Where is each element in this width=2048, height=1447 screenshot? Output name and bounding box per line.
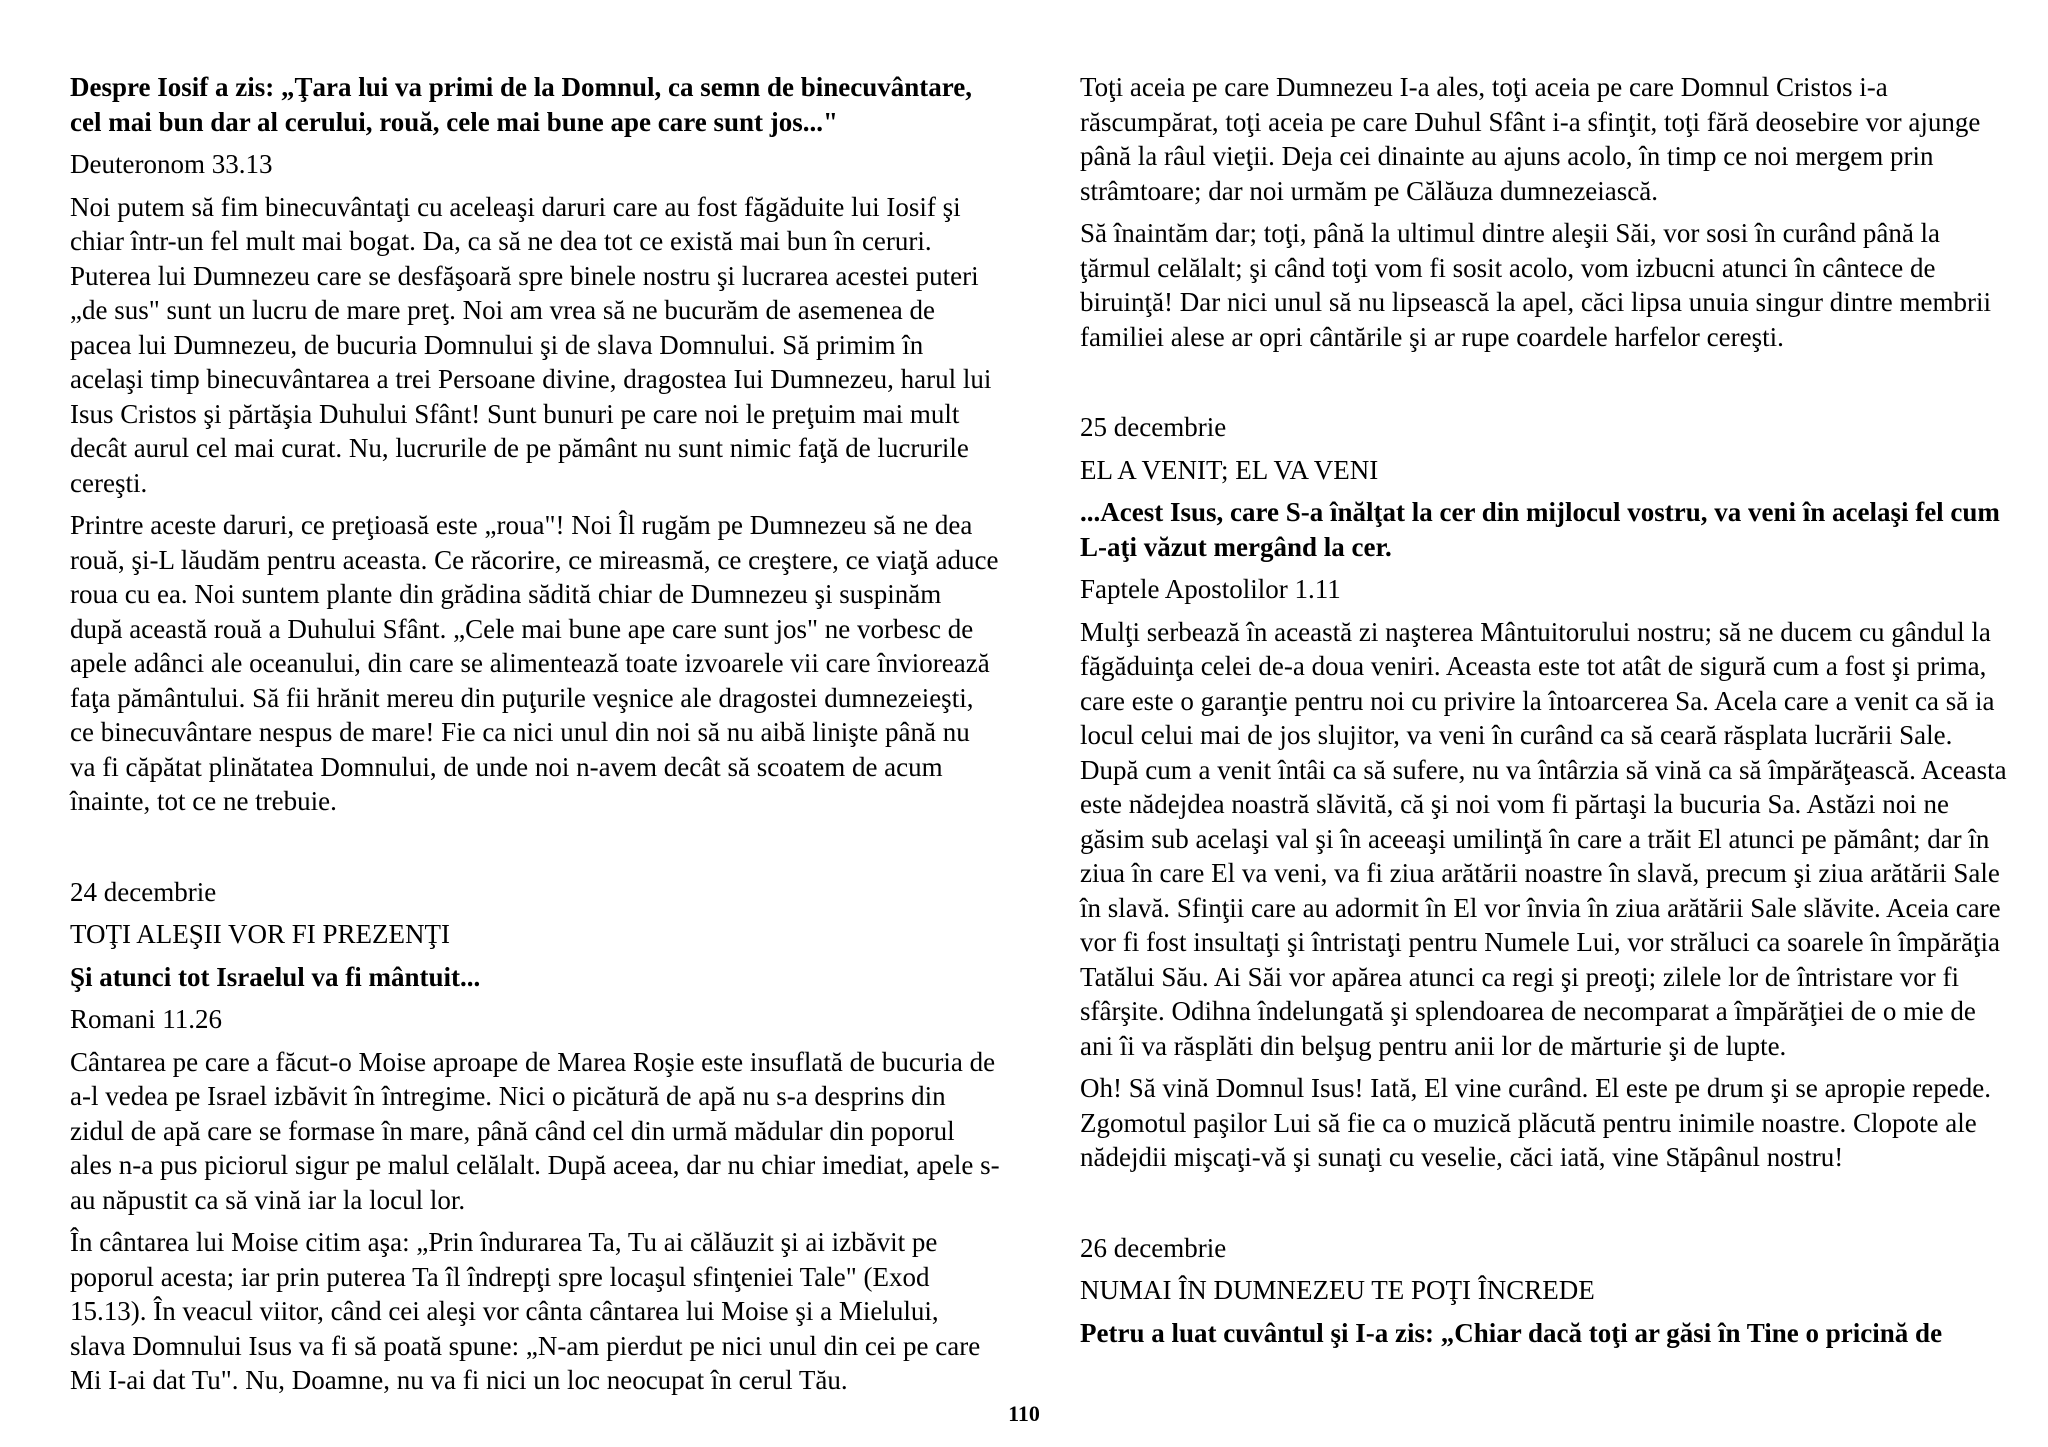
day24-paragraph-2: În cântarea lui Moise citim aşa: „Prin îndurarea Ta, Tu ai călăuzit şi ai izbăvit pe poporul acesta; iar prin puterea Ta îl îndrepţi spre locaşul sfinţeniei Tale" (Exod 15.13). În veacul viitor, când cei aleşi vor cânta cântarea lui Moise şi a Mielului, slava Domnului Isus va fi să poată spune: „N-am pierdut pe nici unul din cei pe care Mi I-ai dat Tu". Nu, Doamne, nu va fi nici un loc neocupat în cerul Tău. [70,1227,981,1395]
section-spacer [1080,362,2015,410]
continued-paragraph-1: Toţi aceia pe care Dumnezeu I-a ales, toţi aceia pe care Domnul Cristos i-a răscumpărat, toţi aceia pe care Duhul Sfânt i-a sfinţit, toţi fără deosebire vor ajunge până la râul vieţii. Deja cei dinainte au ajuns acolo, în timp ce noi mergem prin strâmtoare; dar noi urmăm pe Călăuza dumnezeiască. [1080,72,1981,206]
day24-date: 24 decembrie [70,876,217,907]
day25-date: 25 decembrie [1080,412,1227,442]
section-spacer [70,827,1000,875]
day26-title: NUMAI ÎN DUMNEZEU TE POŢI ÎNCREDE [1080,1275,1595,1305]
intro-paragraph-2: Printre aceste daruri, ce preţioasă este „roua"! Noi Îl rugăm pe Dumnezeu să ne dea rouă, şi-L lăudăm pentru aceasta. Ce răcorire, ce mireasmă, ce creştere, ce viaţă aduce roua cu ea. Noi suntem plante din grădina sădită chiar de Dumnezeu şi suspinăm după această rouă a Duhului Sfânt. „Cele mai bune ape care sunt jos" ne vorbesc de apele adânci ale oceanului, din care se alimentează toate izvoarele vii care înviorează faţa pământului. Să fii hrănit mereu din puţurile veşnice ale dragostei dumnezeieşti, ce binecuvântare nespus de mare! Fie ca nici unul din noi să nu aibă linişte până nu va fi căpătat plinătatea Domnului, de unde noi n-avem decât să scoatem de acum înainte, tot ce ne trebuie. [70,510,999,816]
continued-paragraph-2: Să înaintăm dar; toţi, până la ultimul dintre aleşii Săi, vor sosi în curând până la ţărmul celălalt; şi când toţi vom fi sosit acolo, vom izbucni atunci în cântece de biruinţă! Dar nici unul să nu lipsească la apel, căci lipsa unuia singur dintre membrii familiei alese ar opri cântările şi ar rupe coardele harfelor cereşti. [1080,218,1991,352]
left-column [70,70,1000,1406]
day25-reference: Faptele Apostolilor 1.11 [1080,574,1341,604]
day24-paragraph-1: Cântarea pe care a făcut-o Moise aproape de Marea Roşie este insuflată de bucuria de a-l vedea pe Israel izbăvit în întregime. Nici o picătură de apă nu s-a desprins din zidul de apă care se formase în mare, până când cel din urmă mădular din poporul ales n-a pus piciorul sigur pe malul celălalt. După aceea, dar nu chiar imediat, apele s-au năpustit ca să vină iar la locul lor. [70,1046,1000,1215]
day25-quote: ...Acest Isus, care S-a înălţat la cer din mijlocul vostru, va veni în acelaşi fel cum L-aţi văzut mergând la cer. [1080,497,2000,562]
day24-title: TOŢI ALEŞII VOR FI PREZENŢI [70,919,450,949]
intro-paragraph-1: Noi putem să fim binecuvântaţi cu aceleaşi daruri care au fost făgăduite lui Iosif şi chiar într-un fel mult mai bogat. Da, ca să ne dea tot ce există mai bun în ceruri. Puterea lui Dumnezeu care se desfăşoară spre binele nostru şi lucrarea acestei puteri „de sus" sunt un lucru de mare preţ. Noi am vrea să ne bucurăm de asemenea de pacea lui Dumnezeu, de bucuria Domnului şi de slava Domnului. Să primim în acelaşi timp binecuvântarea a trei Persoane divine, dragostea Iui Dumnezeu, harul lui Isus Cristos şi părtăşia Duhului Sfânt! Sunt bunuri pe care noi le preţuim mai mult decât aurul cel mai curat. Nu, lucrurile de pe pământ nu sunt nimic faţă de lucrurile cereşti. [70,191,992,498]
intro-quote: Despre Iosif a zis: „Ţara lui va primi de la Domnul, ca semn de binecuvântare, cel mai bun dar al cerului, rouă, cele mai bune ape care sunt jos..." [70,72,972,137]
day24-reference: Romani 11.26 [70,1004,222,1034]
day25-title: EL A VENIT; EL VA VENI [1080,454,1379,485]
day25-paragraph-2: Oh! Să vină Domnul Isus! Iată, El vine curând. El este pe drum şi se apropie repede. Zgomotul paşilor Lui să fie ca o muzică plăcută pentru inimile noastre. Clopote ale nădejdii mişcaţi-vă şi sunaţi cu veselie, căci iată, vine Stăpânul nostru! [1080,1073,1991,1172]
section-spacer [1080,1183,2015,1231]
intro-reference: Deuteronom 33.13 [70,149,273,179]
day26-quote: Petru a luat cuvântul şi I-a zis: „Chiar dacă toţi ar găsi în Tine o pricină de [1080,1317,1943,1348]
page-number: 110 [1008,1401,1040,1426]
right-column [1080,70,2015,1358]
day26-date: 26 decembrie [1080,1232,1227,1263]
day25-paragraph-1: Mulţi serbează în această zi naşterea Mântuitorului nostru; să ne ducem cu gândul la făgăduinţa celei de-a doua veniri. Aceasta este tot atât de sigură cum a fost şi prima, care este o garanţie pentru noi cu privire la întoarcerea Sa. Acela care a venit ca să ia locul celui mai de jos slujitor, va veni în curând ca să ceară răsplata lucrării Sale. După cum a venit întâi ca să sufere, nu va întârzia să vină ca să împărăţească. Aceasta este nădejdea noastră slăvită, că şi noi vom fi părtaşi la bucuria Sa. Astăzi noi ne găsim sub acelaşi val şi în aceeaşi umilinţă în care a trăit El atunci pe pământ; dar în ziua în care El va veni, va fi ziua arătării noastre în slavă, precum şi ziua arătării Sale în slavă. Sfinţii care au adormit în El vor învia în ziua arătării Sale slăvite. Aceia care vor fi fost insultaţi şi întristaţi pentru Numele Lui, vor străluci ca soarele în împărăţia Tatălui Său. Ai Săi vor apărea atunci ca regi şi preoţi; zilele lor de întristare vor fi sfârşite. Odihna îndelungată şi splendoarea de necomparat a împărăţiei de o mie de ani îi va răsplăti din belşug pentru anii lor de mărturie şi de lupte. [1080,616,2007,1061]
day24-quote: Şi atunci tot Israelul va fi mântuit... [70,961,481,992]
